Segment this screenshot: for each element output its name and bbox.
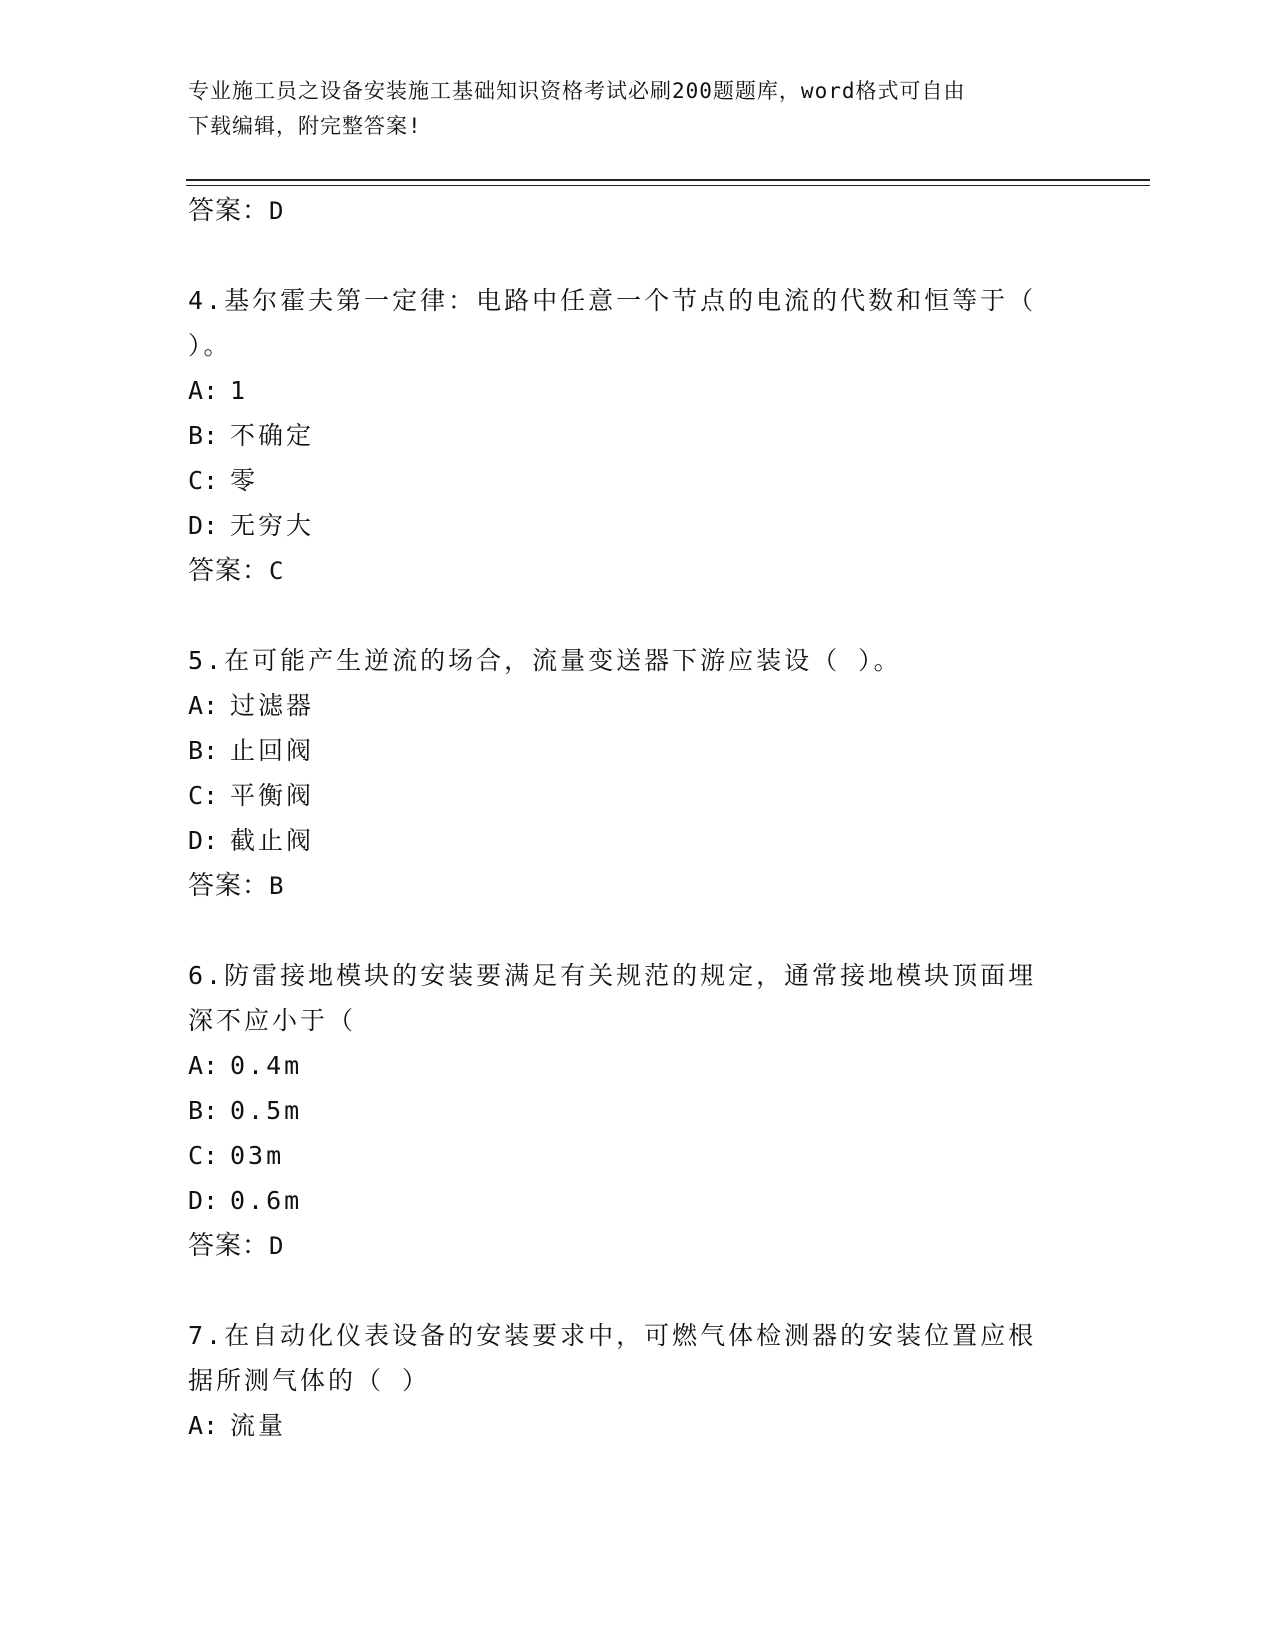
option-a	[188, 683, 1088, 728]
option-key: D:	[188, 826, 219, 855]
question-7	[188, 1313, 1088, 1448]
option-key: A:	[188, 691, 219, 720]
option-b	[188, 728, 1088, 773]
answer-label: 答案：	[188, 195, 270, 225]
answer-label: 答案：	[188, 870, 270, 900]
header-rule-thick	[186, 179, 1150, 181]
question-5	[188, 638, 1088, 908]
option-b	[188, 1088, 1088, 1133]
document-header	[188, 74, 1088, 144]
option-c	[188, 458, 1088, 503]
answer-label: 答案：	[188, 555, 270, 585]
option-a	[188, 368, 1088, 413]
question-answer	[188, 1223, 1088, 1268]
option-key: D:	[188, 1186, 219, 1215]
question-4	[188, 278, 1088, 593]
question-stem-line-1: 4.基尔霍夫第一定律：电路中任意一个节点的电流的代数和恒等于（	[188, 286, 1037, 315]
question-stem-line-1: 6.防雷接地模块的安装要满足有关规范的规定，通常接地模块顶面埋	[188, 961, 1037, 990]
answer-value: B	[269, 872, 285, 900]
previous-answer	[188, 188, 1088, 233]
question-list	[188, 188, 1088, 1448]
answer-value: D	[269, 197, 285, 225]
option-key: B:	[188, 736, 219, 765]
option-a	[188, 1403, 1088, 1448]
option-key: A:	[188, 1051, 219, 1080]
answer-value: C	[269, 557, 285, 585]
question-6	[188, 953, 1088, 1268]
option-text: 0.5m	[230, 1096, 303, 1125]
option-key: B:	[188, 421, 219, 450]
header-rule-thin	[186, 185, 1150, 186]
option-text: 过滤器	[230, 691, 315, 720]
option-c	[188, 773, 1088, 818]
question-stem-line-2: 深不应小于（	[188, 1006, 357, 1035]
option-a	[188, 1043, 1088, 1088]
option-key: C:	[188, 1141, 219, 1170]
header-title-line-1: 专业施工员之设备安装施工基础知识资格考试必刷200题题库，word格式可自由	[188, 79, 966, 103]
question-stem-line-1: 5.在可能产生逆流的场合，流量变送器下游应装设（ ）。	[188, 646, 902, 675]
question-stem-line-2: 据所测气体的（ ）	[188, 1366, 431, 1395]
option-text: 不确定	[230, 421, 315, 450]
option-key: C:	[188, 466, 219, 495]
option-text: 0.6m	[230, 1186, 303, 1215]
option-text: 1	[230, 376, 249, 405]
option-d	[188, 1178, 1088, 1223]
option-text: 0.4m	[230, 1051, 303, 1080]
option-text: 截止阀	[230, 826, 315, 855]
answer-label: 答案：	[188, 1230, 270, 1260]
option-key: C:	[188, 781, 219, 810]
option-d	[188, 818, 1088, 863]
header-title-line-2: 下载编辑，附完整答案!	[188, 114, 422, 138]
option-text: 流量	[230, 1411, 287, 1440]
option-d	[188, 503, 1088, 548]
question-answer	[188, 548, 1088, 593]
option-key: A:	[188, 376, 219, 405]
answer-value: D	[269, 1232, 285, 1260]
option-c	[188, 1133, 1088, 1178]
option-text: 无穷大	[230, 511, 315, 540]
option-key: B:	[188, 1096, 219, 1125]
option-text: 止回阀	[230, 736, 315, 765]
option-key: D:	[188, 511, 219, 540]
option-key: A:	[188, 1411, 219, 1440]
question-stem-line-1: 7.在自动化仪表设备的安装要求中，可燃气体检测器的安装位置应根	[188, 1321, 1037, 1350]
option-text: 平衡阀	[230, 781, 315, 810]
question-answer	[188, 863, 1088, 908]
option-text: 03m	[230, 1141, 285, 1170]
option-b	[188, 413, 1088, 458]
question-stem-line-2: ）。	[188, 331, 232, 360]
option-text: 零	[230, 466, 259, 495]
